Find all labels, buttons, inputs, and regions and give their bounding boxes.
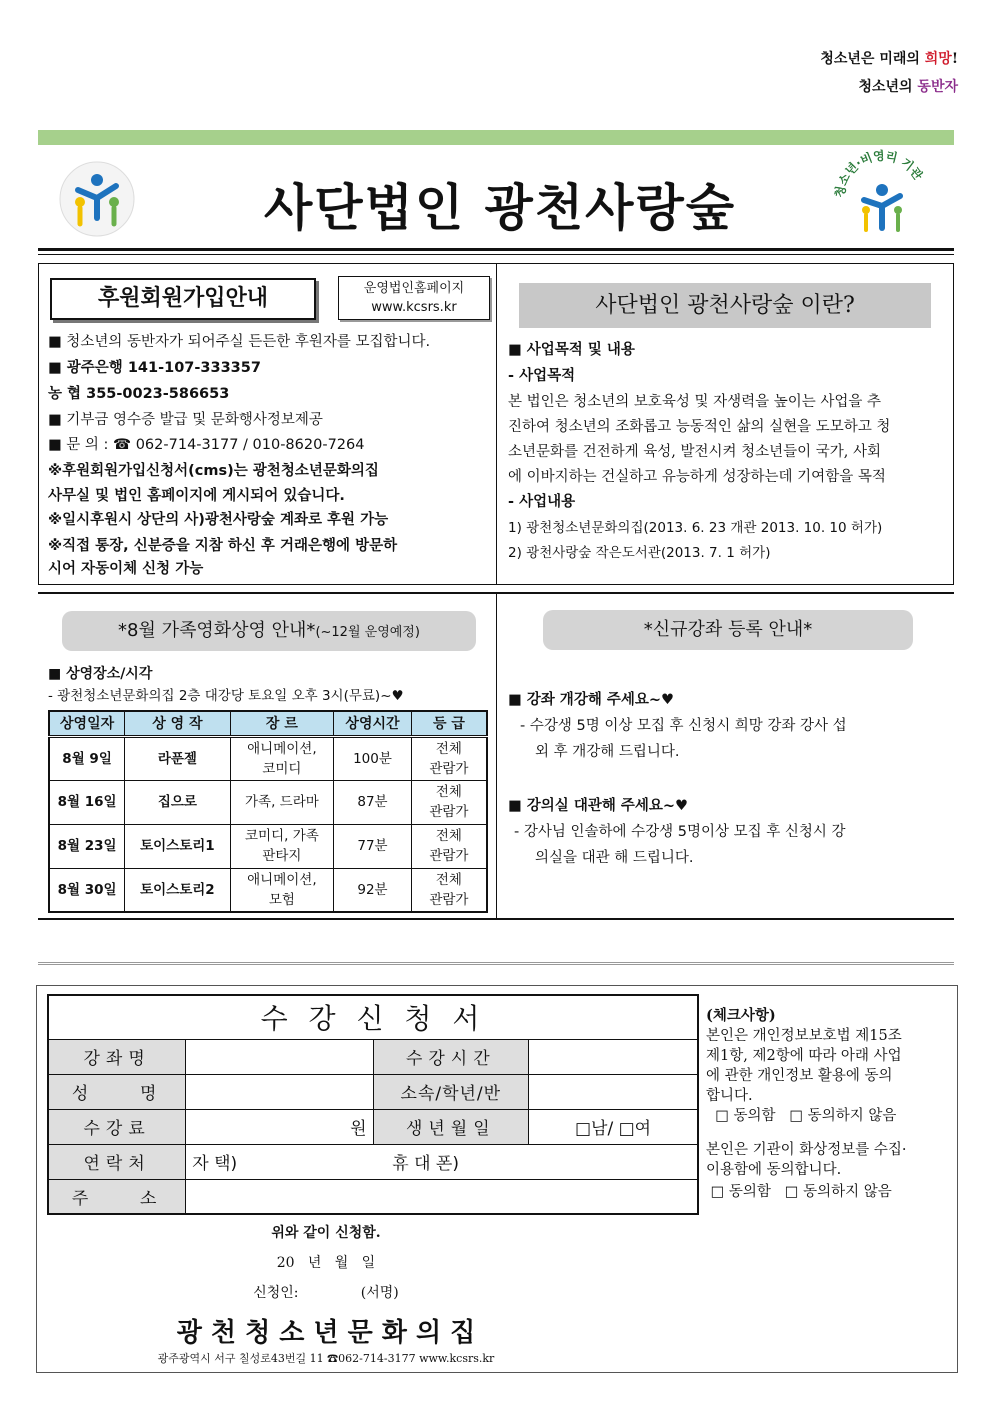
membership-line: ■ 청소년의 동반자가 되어주실 든든한 후원자를 모집합니다.	[48, 334, 431, 350]
about-line: 본 법인은 청소년의 보호육성 및 자생력을 높이는 사업을 추	[508, 394, 882, 410]
table-header-row	[49, 711, 487, 736]
course-field[interactable]	[186, 1039, 373, 1074]
address-field[interactable]	[186, 1179, 698, 1214]
lecture-heading-1: ■ 강좌 개강해 주세요~♥	[508, 692, 675, 708]
mid-divider	[496, 594, 497, 918]
movie-name: 집으로	[125, 780, 230, 824]
movie-title-note: (~12월 운영예정)	[315, 625, 420, 640]
right-logo-icon	[832, 148, 932, 238]
movie-title-pill	[62, 611, 476, 651]
movie-genre: 코미디, 가족 판타지	[230, 824, 334, 868]
membership-line: 농 협 355-0023-586653	[48, 386, 230, 402]
table-row	[49, 824, 487, 868]
lecture-text-2a: - 강사님 인솔하에 수강생 5명이상 모집 후 신청시 강	[514, 824, 846, 840]
slogan-line-1: 청소년은 미래의 희망!	[820, 51, 958, 67]
lecture-title-pill	[543, 610, 913, 650]
movie-time: 87분	[334, 780, 412, 824]
movie-genre: 가족, 드라마	[230, 780, 334, 824]
movie-name: 토이스토리2	[125, 868, 230, 912]
check-p1-line: 합니다.	[706, 1088, 753, 1104]
membership-line: ※후원회원가입신청서(cms)는 광천청소년문화의집	[48, 463, 379, 479]
table-row	[49, 780, 487, 824]
consent-1-checkbox[interactable]: □ 동의함 □ 동의하지 않음	[706, 1108, 897, 1124]
check-p2-line: 이용함에 동의합니다.	[706, 1162, 842, 1178]
movie-date: 8월 23일	[49, 824, 125, 868]
lecture-heading-2: ■ 강의실 대관해 주세요~♥	[508, 798, 689, 814]
homepage-label: 운영법인홈페이지	[363, 281, 465, 296]
movie-name: 라푼젤	[125, 736, 230, 780]
lecture-text-1b: 외 후 개강해 드립니다.	[535, 744, 680, 760]
about-line: 1) 광천청소년문화의집(2013. 6. 23 개관 2013. 10. 10 허가)	[508, 520, 883, 536]
fee-field[interactable]: 원	[186, 1109, 373, 1144]
applicant-signature: 신청인: (서명)	[253, 1285, 399, 1301]
page-title: 사단법인 광천사랑숲	[263, 179, 737, 237]
name-field[interactable]	[186, 1074, 373, 1109]
header-date: 상영일자	[49, 711, 125, 736]
left-logo-icon	[58, 160, 136, 238]
about-line: ■ 사업목적 및 내용	[508, 342, 635, 358]
about-line: - 사업내용	[508, 494, 576, 510]
header-time: 상영시간	[334, 711, 412, 736]
membership-line: ※직접 통장, 신분증을 지참 하신 후 거래은행에 방문하	[48, 538, 398, 554]
contact-field[interactable]	[186, 1144, 698, 1179]
movie-time: 77분	[334, 824, 412, 868]
movie-grade: 전체 관람가	[411, 736, 487, 780]
lecture-text-1a: - 수강생 5명 이상 모집 후 신청시 희망 강좌 강사 섭	[520, 718, 847, 734]
check-p1-line: 제1항, 제2항에 따라 아래 사업	[706, 1048, 902, 1064]
gender-checkbox[interactable]: □남/ □여	[529, 1109, 698, 1144]
table-row	[49, 868, 487, 912]
top-divider	[496, 263, 497, 585]
course-time-label: 수강시간	[373, 1039, 528, 1074]
contact-label: 연락처	[48, 1144, 186, 1179]
membership-line: 시어 자동이체 신청 가능	[48, 561, 204, 577]
check-p1-line: 본인은 개인정보보호법 제15조	[706, 1028, 902, 1044]
check-heading: (체크사항)	[706, 1007, 776, 1024]
application-form	[47, 994, 699, 1215]
movie-date: 8월 9일	[49, 736, 125, 780]
movie-grade: 전체 관람가	[411, 824, 487, 868]
movie-date: 8월 30일	[49, 868, 125, 912]
cut-line	[38, 962, 954, 965]
header-genre: 장 르	[230, 711, 334, 736]
membership-line: 사무실 및 법인 홈페이지에 게시되어 있습니다.	[48, 488, 345, 504]
course-time-field[interactable]	[529, 1039, 698, 1074]
mid-bottom-rule	[38, 918, 954, 920]
affiliation-field[interactable]	[529, 1074, 698, 1109]
movie-time: 92분	[334, 868, 412, 912]
membership-line: ■ 기부금 영수증 발급 및 문화행사정보제공	[48, 412, 323, 428]
movie-name: 토이스토리1	[125, 824, 230, 868]
org-name: 광 천 청 소 년 문 화 의 집	[176, 1318, 476, 1348]
lecture-title: *신규강좌 등록 안내*	[643, 619, 813, 640]
membership-line: ※일시후원시 상단의 사)광천사랑숲 계좌로 후원 가능	[48, 512, 389, 528]
apply-statement: 위와 같이 신청함.	[271, 1225, 381, 1241]
membership-line: ■ 문 의 : ☎ 062-714-3177 / 010-8620-7264	[48, 437, 365, 453]
header-rule	[38, 248, 954, 251]
affiliation-label: 소속/학년/반	[373, 1074, 528, 1109]
about-line: 에 이바지하는 건실하고 유능하게 성장하는데 기여함을 목적	[508, 469, 886, 485]
logo-arc-text: 청소년·비영리 기관	[832, 148, 926, 199]
movie-genre: 애니메이션, 코미디	[230, 736, 334, 780]
form-title: 수 강 신 청 서	[48, 995, 698, 1039]
slogan-line-2: 청소년의 동반자	[858, 79, 958, 95]
about-line: 소년문화를 건전하게 육성, 발전시켜 청소년들이 국가, 사회	[508, 444, 882, 460]
fee-label: 수강료	[48, 1109, 186, 1144]
movie-grade: 전체 관람가	[411, 780, 487, 824]
homepage-box[interactable]	[338, 276, 490, 320]
movie-place-heading: ■ 상영장소/시각	[48, 666, 153, 682]
table-row	[49, 736, 487, 780]
home-phone-label: 자 택)	[192, 1154, 238, 1174]
movie-date: 8월 16일	[49, 780, 125, 824]
name-label: 성 명	[48, 1074, 186, 1109]
address-label: 주 소	[48, 1179, 186, 1214]
movie-time: 100분	[334, 736, 412, 780]
about-title: 사단법인 광천사랑숲 이란?	[519, 283, 931, 328]
about-line: - 사업목적	[508, 368, 576, 384]
movie-title: *8월 가족영화상영 안내*	[118, 620, 316, 641]
header-grade: 등 급	[411, 711, 487, 736]
consent-2-checkbox[interactable]: □ 동의함 □ 동의하지 않음	[706, 1184, 892, 1200]
membership-line: ■ 광주은행 141-107-333357	[48, 360, 261, 376]
course-label: 강좌명	[48, 1039, 186, 1074]
movie-table	[48, 710, 488, 913]
birth-label: 생년월일	[373, 1109, 528, 1144]
mobile-phone-label: 휴 대 폰)	[392, 1154, 459, 1174]
movie-grade: 전체 관람가	[411, 868, 487, 912]
homepage-url[interactable]: www.kcsrs.kr	[371, 300, 457, 315]
movie-genre: 애니메이션, 모험	[230, 868, 334, 912]
org-address: 광주광역시 서구 칠성로43번길 11 ☎062-714-3177 www.kcsrs.kr	[157, 1352, 495, 1365]
lecture-text-2b: 의실을 대관 해 드립니다.	[535, 850, 694, 866]
header-rule-thin	[38, 254, 954, 255]
green-bar	[38, 130, 954, 145]
about-line: 진하여 청소년의 조화롭고 능동적인 삶의 실현을 도모하고 청	[508, 419, 891, 435]
membership-title: 후원회원가입안내	[50, 278, 316, 320]
apply-date: 20 년 월 일	[276, 1255, 376, 1271]
check-p2-line: 본인은 기관이 화상정보를 수집·	[706, 1142, 907, 1158]
header-title: 상 영 작	[125, 711, 230, 736]
check-p1-line: 에 관한 개인정보 활용에 동의	[706, 1068, 893, 1084]
movie-place-text: - 광천청소년문화의집 2층 대강당 토요일 오후 3시(무료)~♥	[48, 688, 404, 704]
about-line: 2) 광천사랑숲 작은도서관(2013. 7. 1 허가)	[508, 545, 771, 561]
